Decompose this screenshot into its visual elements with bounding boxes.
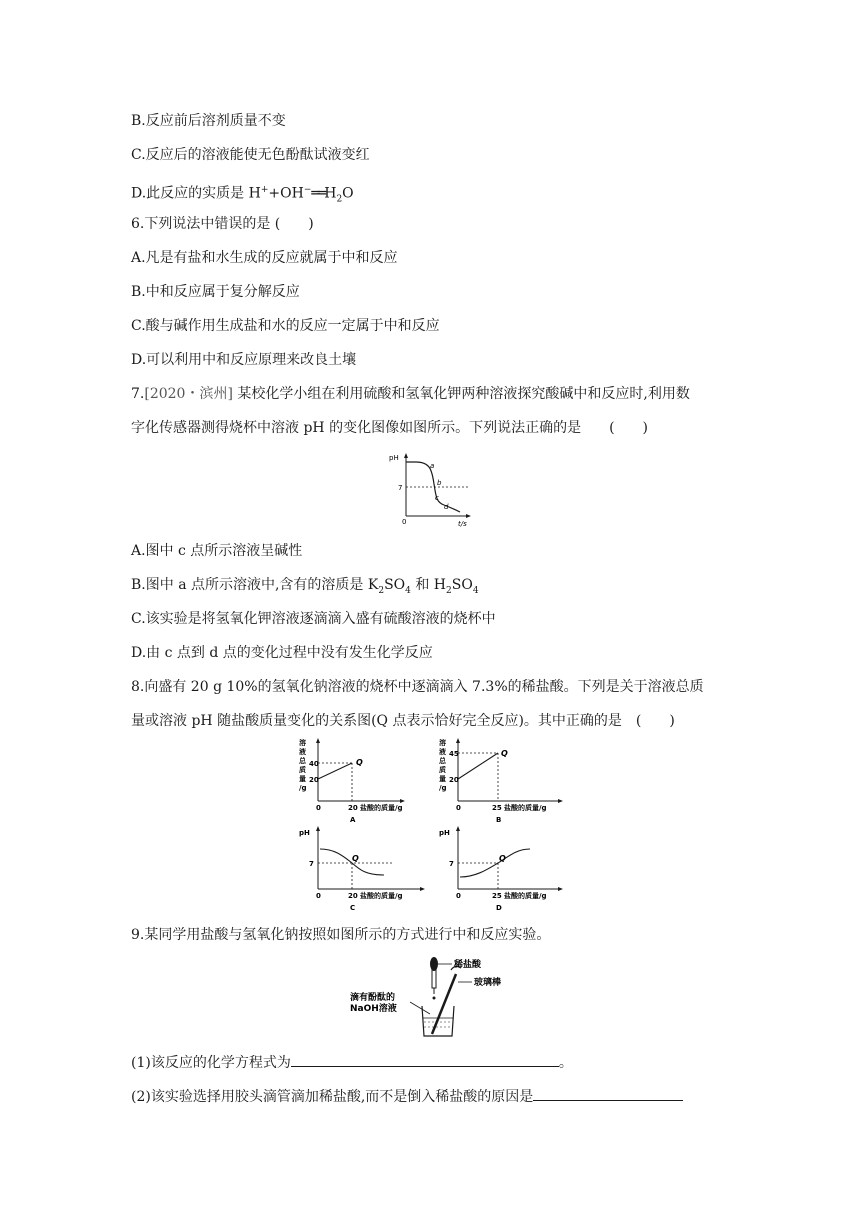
q8-graph-a (296, 735, 446, 827)
caption: C (350, 904, 356, 912)
q9-part2: (2)该实验选择用胶头滴管滴加稀盐酸,而不是倒入稀盐酸的原因是 (131, 1086, 683, 1107)
q7-ph-curve-figure (386, 450, 476, 530)
point-b: b (437, 479, 442, 487)
q9-apparatus-figure (348, 952, 518, 1038)
tick-x: 25 (492, 892, 502, 900)
q9-part1: (1)该反应的化学方程式为 。 (131, 1052, 573, 1073)
q5-option-c: C.反应后的溶液能使无色酚酞试液变红 (131, 147, 370, 163)
svg-text:/g: /g (439, 784, 447, 792)
tick-x: 20 (348, 892, 358, 900)
tick-start: 20 (309, 776, 319, 784)
caption: D (496, 904, 502, 912)
point-q: Q (352, 854, 359, 863)
point-c: c (435, 494, 439, 502)
q8-graph-b (436, 735, 586, 827)
q5-option-d: D.此反应的实质是 $H^++OH^-══H_2O$ (131, 185, 354, 205)
q6-option-b: B.中和反应属于复分解反应 (131, 284, 300, 300)
x-label: 盐酸的质量/g (504, 892, 547, 900)
q6-stem: 6.下列说法中错误的是 ( ) (131, 216, 314, 232)
q6-option-a: A.凡是有盐和水生成的反应就属于中和反应 (131, 250, 398, 266)
svg-text:总: 总 (439, 757, 446, 765)
point-a: a (430, 462, 435, 470)
q7-source: [2020・滨州] (144, 386, 233, 402)
x-label: 盐酸的质量/g (504, 804, 547, 812)
label-acid: 稀盐酸 (454, 960, 482, 970)
svg-text:pH: pH (439, 829, 450, 837)
svg-text:7: 7 (309, 860, 314, 868)
svg-text:pH: pH (299, 829, 310, 837)
svg-text:0: 0 (316, 804, 321, 812)
mass-line (458, 753, 498, 779)
svg-text:0: 0 (456, 892, 461, 900)
point-q: Q (356, 758, 363, 767)
q6-option-c: C.酸与碱作用生成盐和水的反应一定属于中和反应 (131, 318, 440, 334)
q7-stem-line2: 字化传感器测得烧杯中溶液 pH 的变化图像如图所示。下列说法正确的是 ( ) (131, 420, 648, 436)
svg-text:溶: 溶 (439, 739, 446, 747)
q9-stem: 9.某同学用盐酸与氢氧化钠按照如图所示的方式进行中和反应实验。 (131, 927, 551, 943)
dropper-bulb (430, 957, 438, 971)
svg-text:0: 0 (316, 892, 321, 900)
label-rod: 玻璃棒 (474, 978, 502, 988)
mass-line (318, 763, 352, 779)
q5-option-b: B.反应前后溶剂质量不变 (131, 113, 286, 129)
svg-text:溶: 溶 (299, 739, 306, 747)
tick-top: 45 (449, 750, 459, 758)
q7-option-a: A.图中 c 点所示溶液呈碱性 (131, 543, 303, 559)
point-q: Q (501, 749, 508, 758)
svg-text:量: 量 (299, 775, 306, 783)
q8-graph-d (436, 823, 586, 915)
svg-text:/g: /g (299, 784, 307, 792)
tick-top: 40 (309, 760, 319, 768)
origin-label: 0 (402, 518, 407, 526)
svg-text:质: 质 (299, 766, 306, 774)
q8-stem-line2: 量或溶液 pH 随盐酸质量变化的关系图(Q 点表示恰好完全反应)。其中正确的是 ( ) (131, 713, 675, 729)
svg-text:液: 液 (439, 748, 446, 756)
equals-sign: ══ (311, 185, 325, 202)
svg-text:7: 7 (449, 860, 454, 868)
svg-text:液: 液 (299, 748, 306, 756)
svg-text:总: 总 (299, 757, 306, 765)
tick-x: 20 (348, 804, 358, 812)
q6-option-d: D.可以利用中和反应原理来改良土壤 (131, 352, 357, 368)
q8-graph-c (296, 823, 446, 915)
tick-7: 7 (398, 484, 403, 492)
svg-text:量: 量 (439, 775, 446, 783)
point-d: d (444, 503, 449, 511)
label-solution-line2: NaOH溶液 (350, 1004, 397, 1014)
x-label: 盐酸的质量/g (360, 892, 403, 900)
tick-x: 25 (492, 804, 502, 812)
label-solution-line1: 滴有酚酞的 (350, 993, 396, 1003)
q7-option-b: B.图中 a 点所示溶液中,含有的溶质是 $K_2SO_4$ 和 $H_2SO_4$ (131, 577, 479, 596)
q7-stem-line1: 7.[2020・滨州] 某校化学小组在利用硫酸和氢氧化钾两种溶液探究酸碱中和反应时,利用数 (131, 386, 690, 402)
tick-start: 20 (449, 776, 459, 784)
y-label: pH (389, 454, 399, 462)
q7-option-c: C.该实验是将氢氧化钾溶液逐滴滴入盛有硫酸溶液的烧杯中 (131, 611, 496, 627)
answer-blank-2[interactable] (533, 1086, 683, 1101)
svg-text:质: 质 (439, 766, 446, 774)
caption: B (496, 816, 502, 824)
q8-stem-line1: 8.向盛有 20 g 10%的氢氧化钠溶液的烧杯中逐滴滴入 7.3%的稀盐酸。下列是关于溶液总质 (131, 679, 704, 695)
x-label: 盐酸的质量/g (360, 804, 403, 812)
point-q: Q (499, 854, 506, 863)
q7-option-d: D.由 c 点到 d 点的变化过程中没有发生化学反应 (131, 645, 433, 661)
x-label: t/s (458, 520, 467, 528)
caption: A (350, 816, 356, 824)
svg-text:0: 0 (456, 804, 461, 812)
answer-blank-1[interactable] (291, 1052, 559, 1067)
